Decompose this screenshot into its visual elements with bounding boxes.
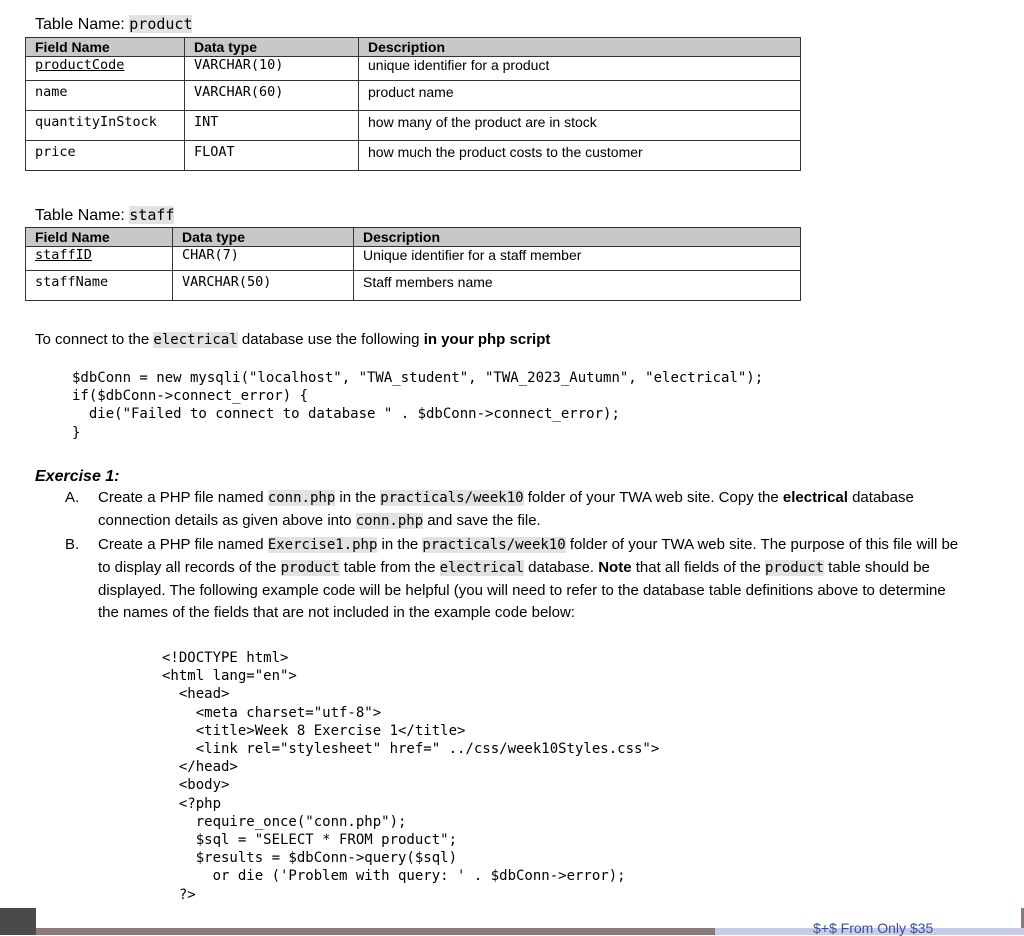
filename: Exercise1.php	[267, 537, 378, 553]
field-cell: price	[26, 141, 185, 171]
scrollbar-corner	[0, 908, 36, 935]
product-table-name: product	[129, 15, 193, 33]
step-letter: B.	[65, 536, 80, 553]
filename: conn.php	[267, 490, 336, 506]
type-cell: VARCHAR(60)	[185, 81, 359, 111]
field-cell: staffName	[26, 271, 173, 301]
type-cell: INT	[185, 111, 359, 141]
exercise-heading: Exercise 1:	[35, 468, 120, 485]
desc-cell: how many of the product are in stock	[359, 111, 801, 141]
field-cell: quantityInStock	[26, 111, 185, 141]
table-row	[26, 271, 801, 301]
staff-table-title: Table Name: staff	[35, 206, 175, 224]
header-data-type: Data type	[185, 38, 359, 57]
example-code-block: <!DOCTYPE html> <html lang="en"> <head> <meta charset="utf-8"> <title>Week 8 Exercise 1</title> <link rel="stylesheet" href=" ../css/week10Styles.css"> </head> <body> <?php require_once("conn.php"); $sql = "SELECT * FROM product"; $results = $dbConn->query($sql) or die ('Problem with query: ' . $dbConn->error); ?>	[162, 650, 660, 903]
desc-cell: how much the product costs to the customer	[359, 141, 801, 171]
desc-cell: unique identifier for a product	[359, 57, 801, 81]
folder-path: practicals/week10	[380, 490, 524, 506]
header-description: Description	[359, 38, 801, 57]
header-data-type: Data type	[173, 228, 354, 247]
field-cell: staffID	[26, 247, 173, 271]
header-field-name: Field Name	[26, 228, 173, 247]
table-row	[26, 81, 801, 111]
step-letter: A.	[65, 489, 80, 506]
type-cell: VARCHAR(10)	[185, 57, 359, 81]
exercise-step-b: B. Create a PHP file named Exercise1.php in the practicals/week10 folder of your TWA web site. The purpose of this file will be to display all records of the product table from the electrical database. Note that all fields of the product table should be displayed. The following example code will be helpful (you will need to refer to the database table definitions above to determine the names of the fields that are not included in the example code below:	[65, 536, 959, 622]
staff-table	[25, 227, 801, 301]
product-table-title: Table Name: product	[35, 15, 193, 33]
field-cell: name	[26, 81, 185, 111]
connect-instructions: To connect to the electrical database use the following in your php script	[35, 331, 551, 348]
type-cell: FLOAT	[185, 141, 359, 171]
table-name: product	[280, 559, 340, 576]
ad-text: $+$ From Only $35	[813, 920, 934, 936]
desc-cell: Unique identifier for a staff member	[354, 247, 801, 271]
ad-banner[interactable]	[715, 920, 1024, 936]
product-table	[25, 37, 801, 171]
header-description: Description	[354, 228, 801, 247]
exercise-step-a: A. Create a PHP file named conn.php in the practicals/week10 folder of your TWA web site. Copy the electrical database connection details as given above into conn.php and save the file.	[65, 489, 914, 529]
bottom-bar	[0, 908, 1024, 935]
database-name: electrical	[153, 332, 238, 348]
staff-table-name: staff	[129, 206, 175, 224]
header-field-name: Field Name	[26, 38, 185, 57]
database-name: electrical	[439, 559, 524, 576]
desc-cell: product name	[359, 81, 801, 111]
desc-cell: Staff members name	[354, 271, 801, 301]
type-cell: VARCHAR(50)	[173, 271, 354, 301]
folder-path: practicals/week10	[422, 537, 566, 553]
table-row	[26, 57, 801, 81]
table-row	[26, 111, 801, 141]
table-row	[26, 247, 801, 271]
filename: conn.php	[355, 512, 424, 529]
connection-code-block: $dbConn = new mysqli("localhost", "TWA_student", "TWA_2023_Autumn", "electrical"); if($dbConn->connect_error) { die("Failed to connect to database " . $dbConn->connect_error); }	[72, 370, 764, 441]
type-cell: CHAR(7)	[173, 247, 354, 271]
table-name: product	[764, 559, 824, 576]
table-row	[26, 141, 801, 171]
field-cell: productCode	[26, 57, 185, 81]
